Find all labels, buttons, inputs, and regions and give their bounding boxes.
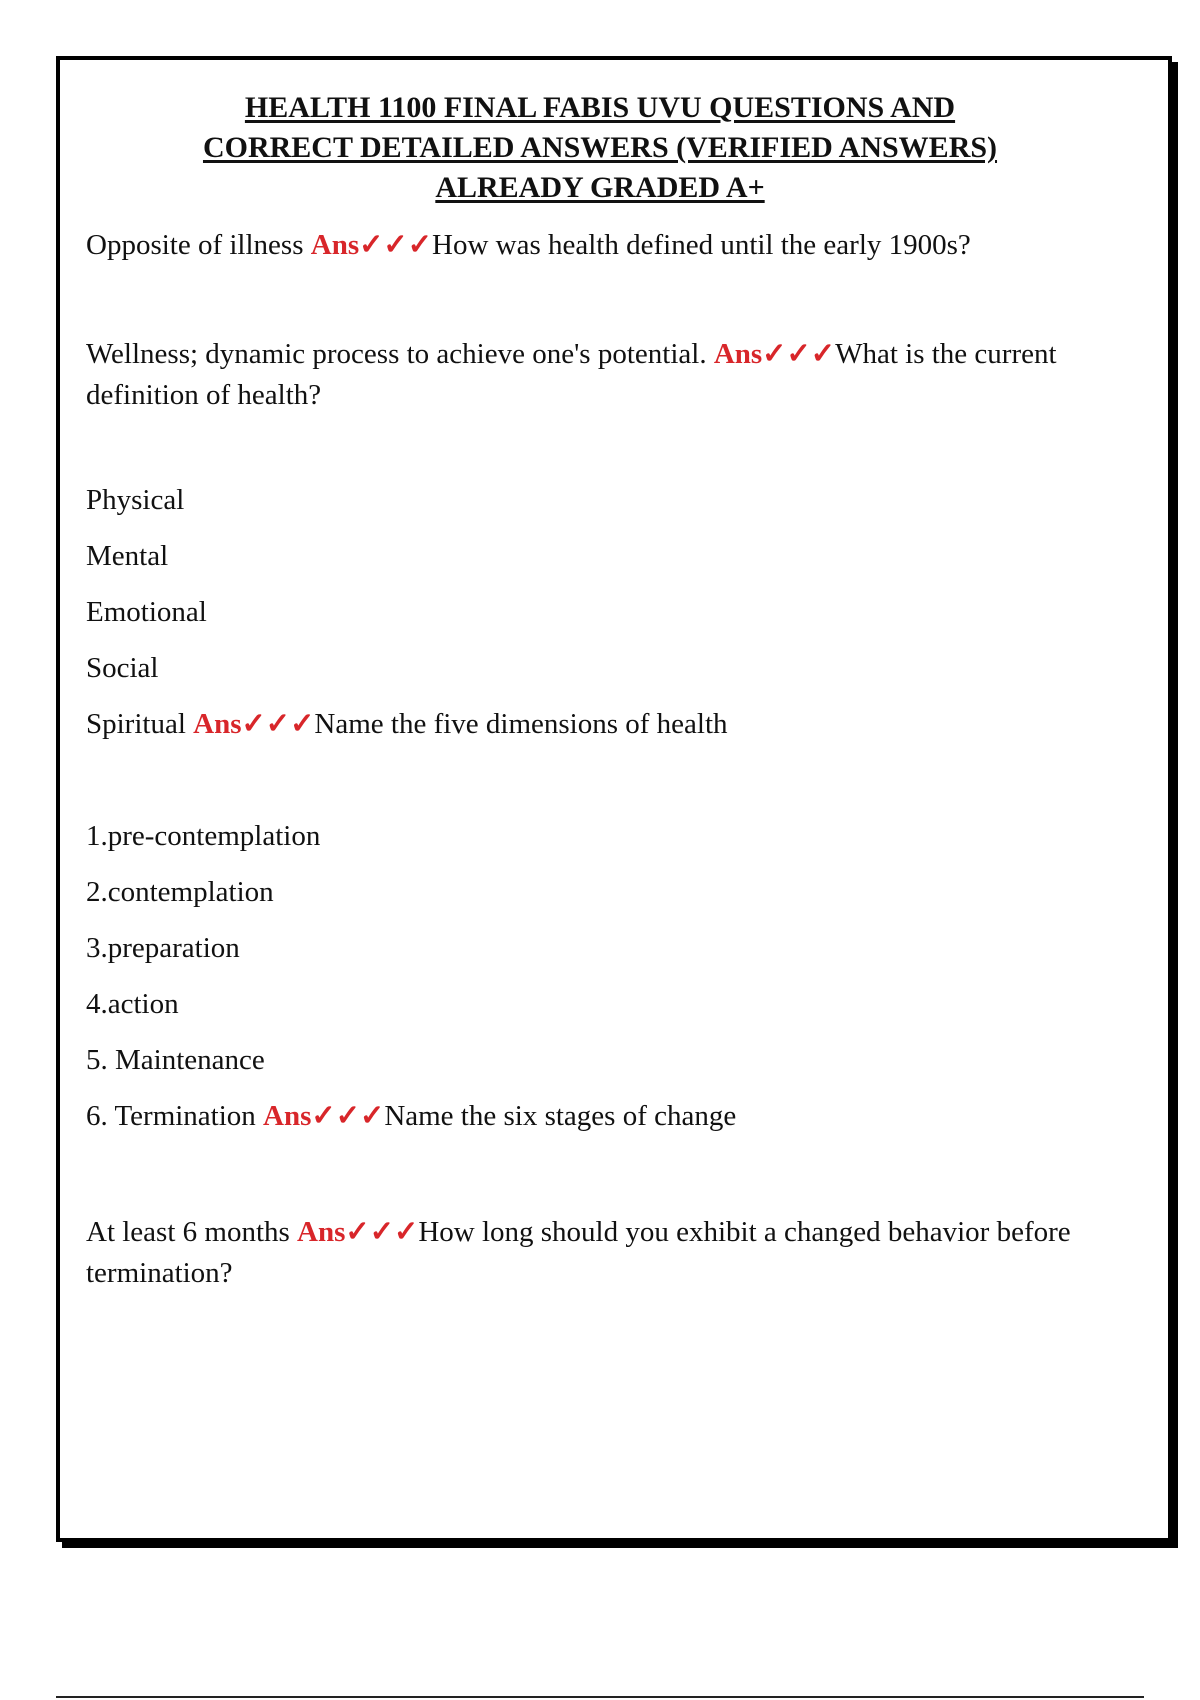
answer-text: Wellness; dynamic process to achieve one's potential. bbox=[86, 338, 714, 370]
question-text: How was health defined until the early 1900s? bbox=[432, 229, 971, 261]
list-item: 5. Maintenance bbox=[86, 1044, 265, 1076]
answer-marker: Ans✓✓✓ bbox=[310, 229, 433, 261]
qa-entry-1 bbox=[86, 225, 1076, 266]
question-text: How long should you exhibit a changed behavior before termination? bbox=[86, 1216, 1071, 1289]
qa-content bbox=[86, 225, 1076, 1294]
list-item: 1.pre-contemplation bbox=[86, 820, 321, 852]
question-text: Name the six stages of change bbox=[384, 1100, 737, 1132]
list-item: Social bbox=[86, 652, 159, 684]
list-item-final bbox=[86, 1088, 1076, 1144]
answer-text: Opposite of illness bbox=[86, 229, 311, 261]
qa-entry-5 bbox=[86, 1212, 1076, 1294]
list-item: Emotional bbox=[86, 596, 207, 628]
question-text: Name the five dimensions of health bbox=[314, 708, 728, 740]
title-line-1: HEALTH 1100 FINAL FABIS UVU QUESTIONS AND bbox=[244, 91, 956, 124]
title-line-3: ALREADY GRADED A+ bbox=[435, 171, 765, 204]
answer-text: 6. Termination bbox=[86, 1100, 264, 1132]
title-line-2: CORRECT DETAILED ANSWERS (VERIFIED ANSWERS) bbox=[202, 131, 998, 164]
footer-divider bbox=[56, 1696, 1144, 1698]
answer-text: Spiritual bbox=[86, 708, 194, 740]
question-text: What is the current definition of health? bbox=[86, 338, 1057, 411]
qa-entry-2 bbox=[86, 334, 1076, 416]
list-item: 2.contemplation bbox=[86, 876, 274, 908]
qa-entry-4 bbox=[86, 808, 1076, 1144]
answer-marker: Ans✓✓✓ bbox=[193, 708, 315, 740]
list-item: 3.preparation bbox=[86, 932, 240, 964]
answer-marker: Ans✓✓✓ bbox=[713, 338, 836, 370]
list-item: Mental bbox=[86, 540, 169, 572]
answer-text: At least 6 months bbox=[86, 1216, 298, 1248]
qa-entry-3 bbox=[86, 472, 1076, 752]
answer-marker: Ans✓✓✓ bbox=[297, 1216, 419, 1248]
answer-marker: Ans✓✓✓ bbox=[263, 1100, 385, 1132]
list-item: 4.action bbox=[86, 988, 179, 1020]
list-item: Physical bbox=[86, 484, 185, 516]
document-title bbox=[0, 88, 1200, 208]
list-item-final bbox=[86, 696, 1076, 752]
